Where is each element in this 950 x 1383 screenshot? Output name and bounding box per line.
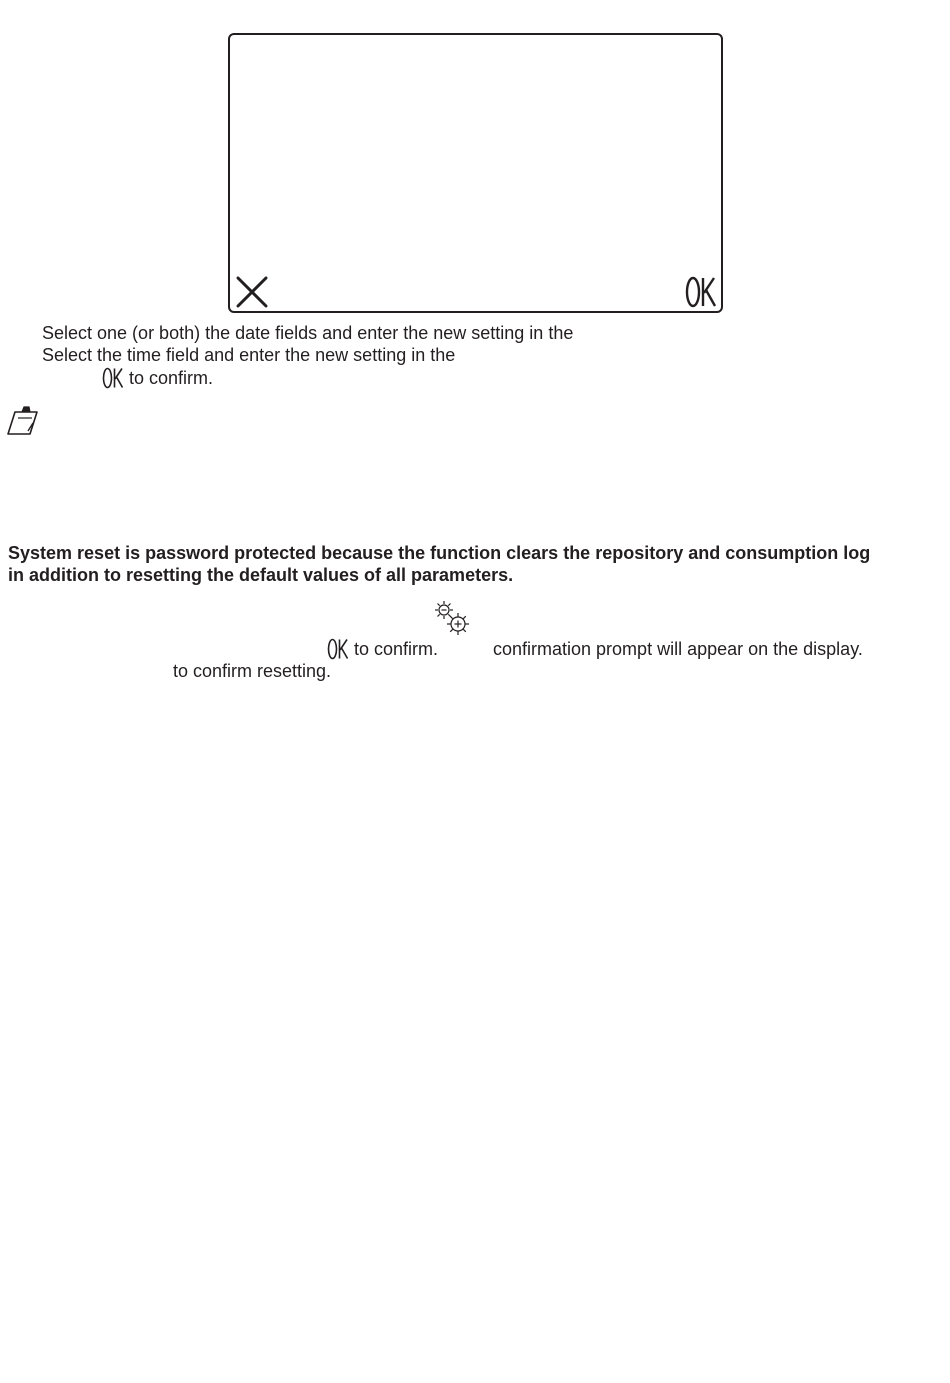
reset-step-prompt: confirmation prompt will appear on the display.: [493, 639, 863, 659]
close-x-icon[interactable]: [235, 275, 269, 309]
ok-icon[interactable]: [685, 275, 717, 309]
step-line-3: to confirm.: [129, 368, 214, 388]
settings-gears-icon: [433, 600, 475, 638]
note-pencil-icon: [6, 405, 40, 437]
display-screen: [228, 33, 723, 313]
reset-step-confirm: to confirm.: [354, 639, 439, 659]
ok-icon: [102, 367, 124, 389]
reset-warning-line-2: in addition to resetting the default values of all parameters.: [8, 565, 514, 585]
step-line-2: Select the time field and enter the new setting in the: [42, 345, 456, 365]
reset-warning-line-1: System reset is password protected because the function clears the repository and consumption log: [8, 543, 871, 563]
ok-icon: [327, 638, 349, 660]
reset-step-line-2: to confirm resetting.: [173, 661, 332, 681]
step-line-1: Select one (or both) the date fields and enter the new setting in the: [42, 323, 574, 343]
